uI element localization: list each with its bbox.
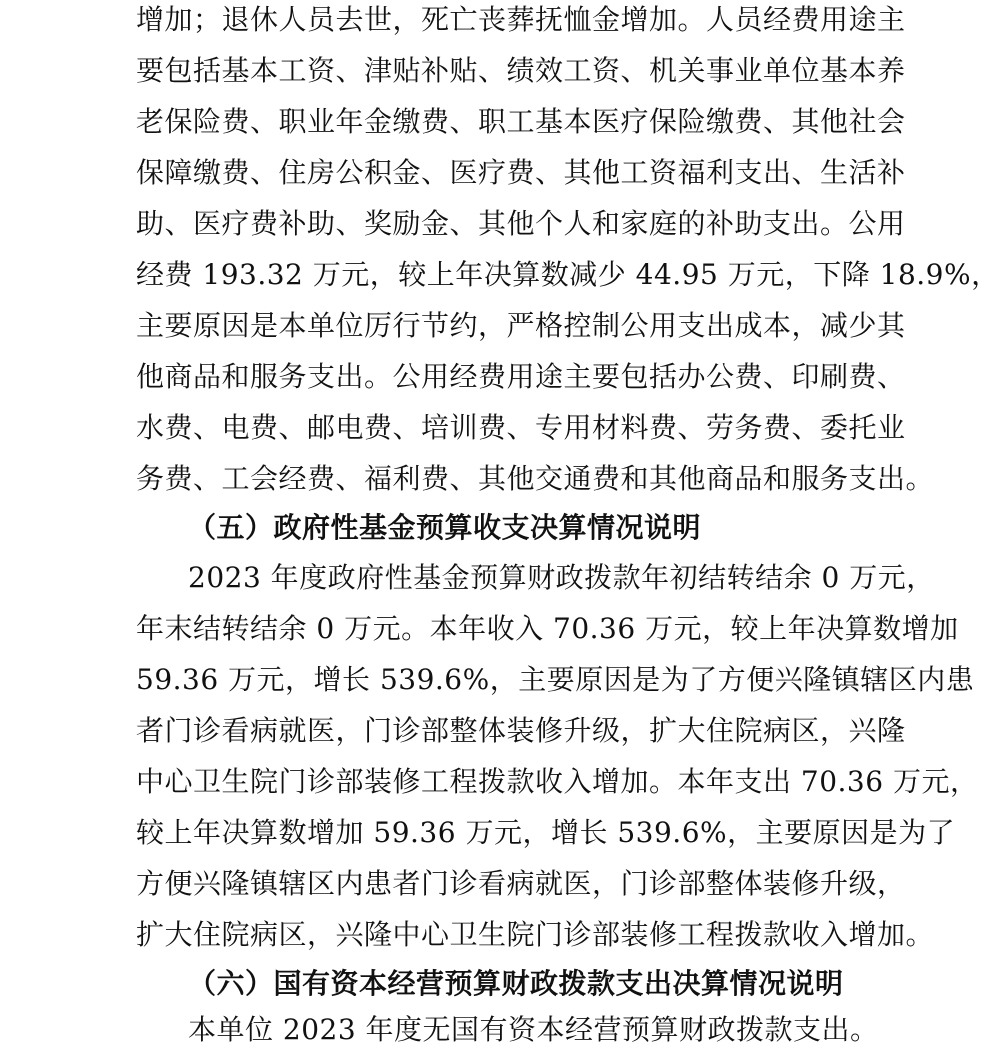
body-text-line: 本单位 2023 年度无国有资本经营预算财政拨款支出。 (188, 1013, 879, 1046)
section-heading-6: （六）国有资本经营预算财政拨款支出决算情况说明 (188, 967, 844, 1000)
body-text-line: 保障缴费、住房公积金、医疗费、其他工资福利支出、生活补 (136, 156, 906, 189)
body-text-line: 经费 193.32 万元，较上年决算数减少 44.95 万元，下降 18.9%， (136, 258, 1000, 291)
body-text-line: 较上年决算数增加 59.36 万元，增长 539.6%，主要原因是为了 (136, 816, 956, 849)
body-text-line: 扩大住院病区，兴隆中心卫生院门诊部装修工程拨款收入增加。 (136, 918, 935, 951)
body-text-line: 老保险费、职业年金缴费、职工基本医疗保险缴费、其他社会 (136, 105, 906, 138)
body-text-line: 助、医疗费补助、奖励金、其他个人和家庭的补助支出。公用 (136, 207, 906, 240)
body-text-line: 务费、工会经费、福利费、其他交通费和其他商品和服务支出。 (136, 462, 935, 495)
body-text-line: 方便兴隆镇辖区内患者门诊看病就医，门诊部整体装修升级， (136, 867, 906, 900)
body-text-line: 中心卫生院门诊部装修工程拨款收入增加。本年支出 70.36 万元， (136, 765, 979, 798)
body-text-line: 他商品和服务支出。公用经费用途主要包括办公费、印刷费、 (136, 360, 906, 393)
body-text-line: 要包括基本工资、津贴补贴、绩效工资、机关事业单位基本养 (136, 54, 906, 87)
body-text-line: 增加；退休人员去世，死亡丧葬抚恤金增加。人员经费用途主 (136, 3, 906, 36)
body-text-line: 水费、电费、邮电费、培训费、专用材料费、劳务费、委托业 (136, 411, 906, 444)
body-text-line: 年末结转结余 0 万元。本年收入 70.36 万元，较上年决算数增加 (136, 612, 959, 645)
body-text-line: 2023 年度政府性基金预算财政拨款年初结转结余 0 万元， (188, 561, 935, 594)
section-heading-5: （五）政府性基金预算收支决算情况说明 (188, 511, 702, 544)
body-text-line: 主要原因是本单位厉行节约，严格控制公用支出成本，减少其 (136, 309, 906, 342)
body-text-line: 59.36 万元，增长 539.6%，主要原因是为了方便兴隆镇辖区内患 (136, 663, 975, 696)
body-text-line: 者门诊看病就医，门诊部整体装修升级，扩大住院病区，兴隆 (136, 714, 906, 747)
